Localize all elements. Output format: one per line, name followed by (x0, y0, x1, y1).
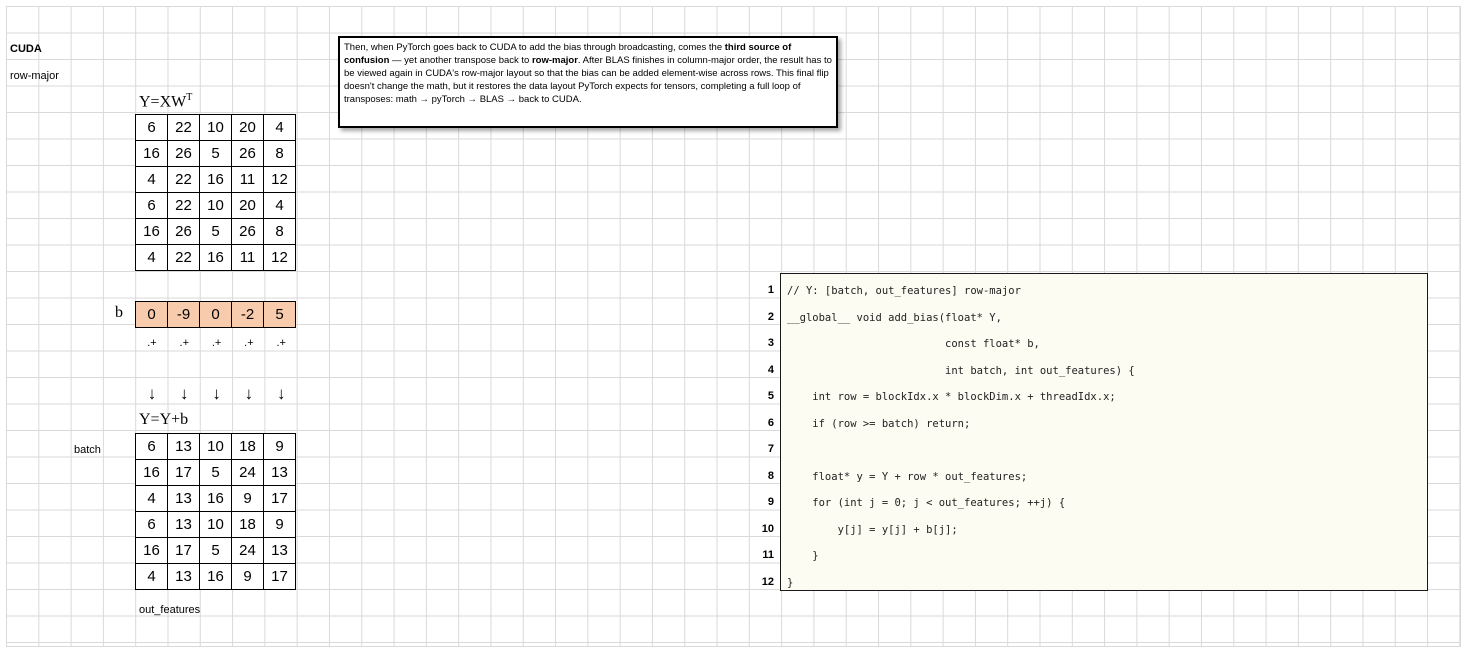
result-cell[interactable]: 13 (168, 564, 200, 590)
line-number: 11 (762, 549, 774, 561)
line-number: 6 (767, 416, 774, 429)
xwt-cell[interactable]: 4 (264, 115, 296, 141)
result-cell[interactable]: 5 (200, 460, 232, 486)
xwt-row (136, 141, 296, 167)
result-row (136, 564, 296, 590)
result-cell[interactable]: 13 (168, 486, 200, 512)
result-cell[interactable]: 4 (136, 486, 168, 512)
xwt-cell[interactable]: 22 (168, 167, 200, 193)
line-number: 2 (767, 310, 774, 323)
code-body (780, 273, 1428, 591)
result-cell[interactable]: 17 (264, 564, 296, 590)
xwt-cell[interactable]: 8 (264, 219, 296, 245)
xwt-cell[interactable]: 26 (232, 219, 264, 245)
code-line[interactable]: int batch, int out_features) { (787, 364, 1135, 377)
elementwise-add-op: .+ (211, 337, 222, 349)
result-cell[interactable]: 5 (200, 538, 232, 564)
result-cell[interactable]: 24 (232, 538, 264, 564)
xwt-formula-text: Y=XW (139, 93, 187, 111)
xwt-cell[interactable]: 20 (232, 193, 264, 219)
result-cell[interactable]: 16 (200, 564, 232, 590)
result-row (136, 538, 296, 564)
xwt-row (136, 115, 296, 141)
row-major-label: row-major (10, 70, 59, 82)
xwt-cell[interactable]: 22 (168, 245, 200, 271)
down-arrow-icon: ↓ (276, 384, 286, 403)
result-cell[interactable]: 17 (168, 538, 200, 564)
result-cell[interactable]: 4 (136, 564, 168, 590)
line-number: 8 (767, 469, 774, 482)
bias-cell[interactable]: -9 (168, 302, 200, 328)
line-number: 7 (767, 443, 774, 455)
code-line[interactable]: } (787, 550, 819, 562)
code-line[interactable]: const float* b, (787, 338, 1040, 350)
xwt-cell[interactable]: 5 (200, 141, 232, 167)
result-cell[interactable]: 17 (168, 460, 200, 486)
xwt-cell[interactable]: 22 (168, 115, 200, 141)
code-line[interactable]: y[j] = y[j] + b[j]; (787, 523, 958, 536)
code-line[interactable]: __global__ void add_bias(float* Y, (787, 311, 1002, 324)
xwt-cell[interactable]: 16 (200, 167, 232, 193)
result-row (136, 486, 296, 512)
result-cell[interactable]: 9 (264, 434, 296, 460)
result-cell[interactable]: 16 (136, 538, 168, 564)
xwt-cell[interactable]: 26 (232, 141, 264, 167)
bias-cell[interactable]: 0 (200, 302, 232, 328)
xwt-cell[interactable]: 10 (200, 193, 232, 219)
xwt-cell[interactable]: 4 (136, 245, 168, 271)
note-text-3: . After BLAS finishes in column-major order, the result has to be viewed again in CUDA's row-major layout so that the bias can be added element-wise across rows. This final flip doesn't change the math, but it restores the data layout PyTorch expects for tensors, completing a full loop of transposes: math → pyTorch → BLAS → back to CUDA. (344, 55, 832, 105)
result-cell[interactable]: 16 (200, 486, 232, 512)
result-cell[interactable]: 13 (168, 434, 200, 460)
bias-row (136, 302, 296, 328)
xwt-cell[interactable]: 11 (232, 245, 264, 271)
xwt-cell[interactable]: 6 (136, 193, 168, 219)
result-cell[interactable]: 17 (264, 486, 296, 512)
xwt-cell[interactable]: 4 (136, 167, 168, 193)
bias-cell[interactable]: -2 (232, 302, 264, 328)
result-cell[interactable]: 10 (200, 512, 232, 538)
bias-cell[interactable]: 0 (136, 302, 168, 328)
code-line[interactable]: for (int j = 0; j < out_features; ++j) { (787, 497, 1066, 509)
yb-formula: Y=Y+b (139, 411, 189, 428)
note-text-2: — yet another transpose back to (389, 55, 532, 66)
xwt-matrix (135, 114, 296, 271)
xwt-cell[interactable]: 10 (200, 115, 232, 141)
xwt-cell[interactable]: 6 (136, 115, 168, 141)
xwt-cell[interactable]: 16 (200, 245, 232, 271)
code-line[interactable]: float* y = Y + row * out_features; (787, 470, 1028, 483)
result-cell[interactable]: 6 (136, 434, 168, 460)
result-cell[interactable]: 18 (232, 434, 264, 460)
result-cell[interactable]: 13 (168, 512, 200, 538)
line-number: 12 (761, 575, 774, 588)
xwt-row (136, 193, 296, 219)
result-cell[interactable]: 9 (232, 564, 264, 590)
xwt-cell[interactable]: 20 (232, 115, 264, 141)
elementwise-add-op: .+ (147, 337, 157, 349)
elementwise-add-op: .+ (276, 337, 286, 349)
xwt-row (136, 167, 296, 193)
code-line[interactable]: int row = blockIdx.x * blockDim.x + threadIdx.x; (787, 391, 1116, 403)
line-number: 1 (767, 284, 774, 296)
down-arrow-icon: ↓ (244, 384, 254, 403)
xwt-cell[interactable]: 26 (168, 219, 200, 245)
explanation-note (338, 36, 838, 128)
xwt-formula (139, 92, 192, 111)
out-features-label: out_features (139, 604, 201, 616)
xwt-cell[interactable]: 12 (264, 167, 296, 193)
down-arrow-icon: ↓ (212, 384, 221, 403)
xwt-row (136, 245, 296, 271)
result-cell[interactable]: 18 (232, 512, 264, 538)
code-line[interactable]: if (row >= batch) return; (787, 417, 971, 430)
code-snippet (754, 273, 1428, 591)
code-line[interactable]: // Y: [batch, out_features] row-major (787, 285, 1021, 297)
line-number: 9 (767, 496, 774, 508)
bias-cell[interactable]: 5 (264, 302, 296, 328)
result-row (136, 434, 296, 460)
xwt-cell[interactable]: 11 (232, 167, 264, 193)
xwt-cell[interactable]: 26 (168, 141, 200, 167)
bias-vector (135, 301, 296, 328)
line-number: 10 (761, 522, 774, 535)
note-text-1: Then, when PyTorch goes back to CUDA to add the bias through broadcasting, comes the (344, 42, 725, 53)
result-cell[interactable]: 16 (136, 460, 168, 486)
note-bold-1: third source of confusion (344, 42, 792, 66)
xwt-cell[interactable]: 4 (264, 193, 296, 219)
xwt-superscript: T (186, 92, 193, 103)
xwt-cell[interactable]: 16 (136, 141, 168, 167)
result-cell[interactable]: 9 (264, 512, 296, 538)
batch-label: batch (74, 444, 101, 456)
result-cell[interactable]: 13 (264, 538, 296, 564)
cuda-label: CUDA (10, 43, 42, 55)
note-bold-2: row-major (531, 55, 578, 66)
elementwise-add-op: .+ (179, 337, 190, 349)
result-cell[interactable]: 13 (264, 460, 296, 486)
line-number: 3 (767, 337, 774, 349)
result-cell[interactable]: 6 (136, 512, 168, 538)
result-cell[interactable]: 9 (232, 486, 264, 512)
code-line[interactable]: } (787, 576, 794, 589)
xwt-cell[interactable]: 8 (264, 141, 296, 167)
result-row (136, 460, 296, 486)
elementwise-add-op: .+ (244, 337, 254, 349)
xwt-cell[interactable]: 16 (136, 219, 168, 245)
xwt-row (136, 219, 296, 245)
down-arrow-icon: ↓ (180, 384, 189, 403)
xwt-cell[interactable]: 12 (264, 245, 296, 271)
line-number: 4 (767, 363, 774, 376)
line-number-gutter (754, 273, 780, 591)
result-cell[interactable]: 10 (200, 434, 232, 460)
result-cell[interactable]: 24 (232, 460, 264, 486)
line-number: 5 (767, 390, 774, 402)
xwt-cell[interactable]: 22 (168, 193, 200, 219)
xwt-cell[interactable]: 5 (200, 219, 232, 245)
bias-label: b (115, 304, 123, 321)
down-arrow-icon: ↓ (147, 384, 157, 403)
result-row (136, 512, 296, 538)
result-matrix (135, 433, 296, 590)
